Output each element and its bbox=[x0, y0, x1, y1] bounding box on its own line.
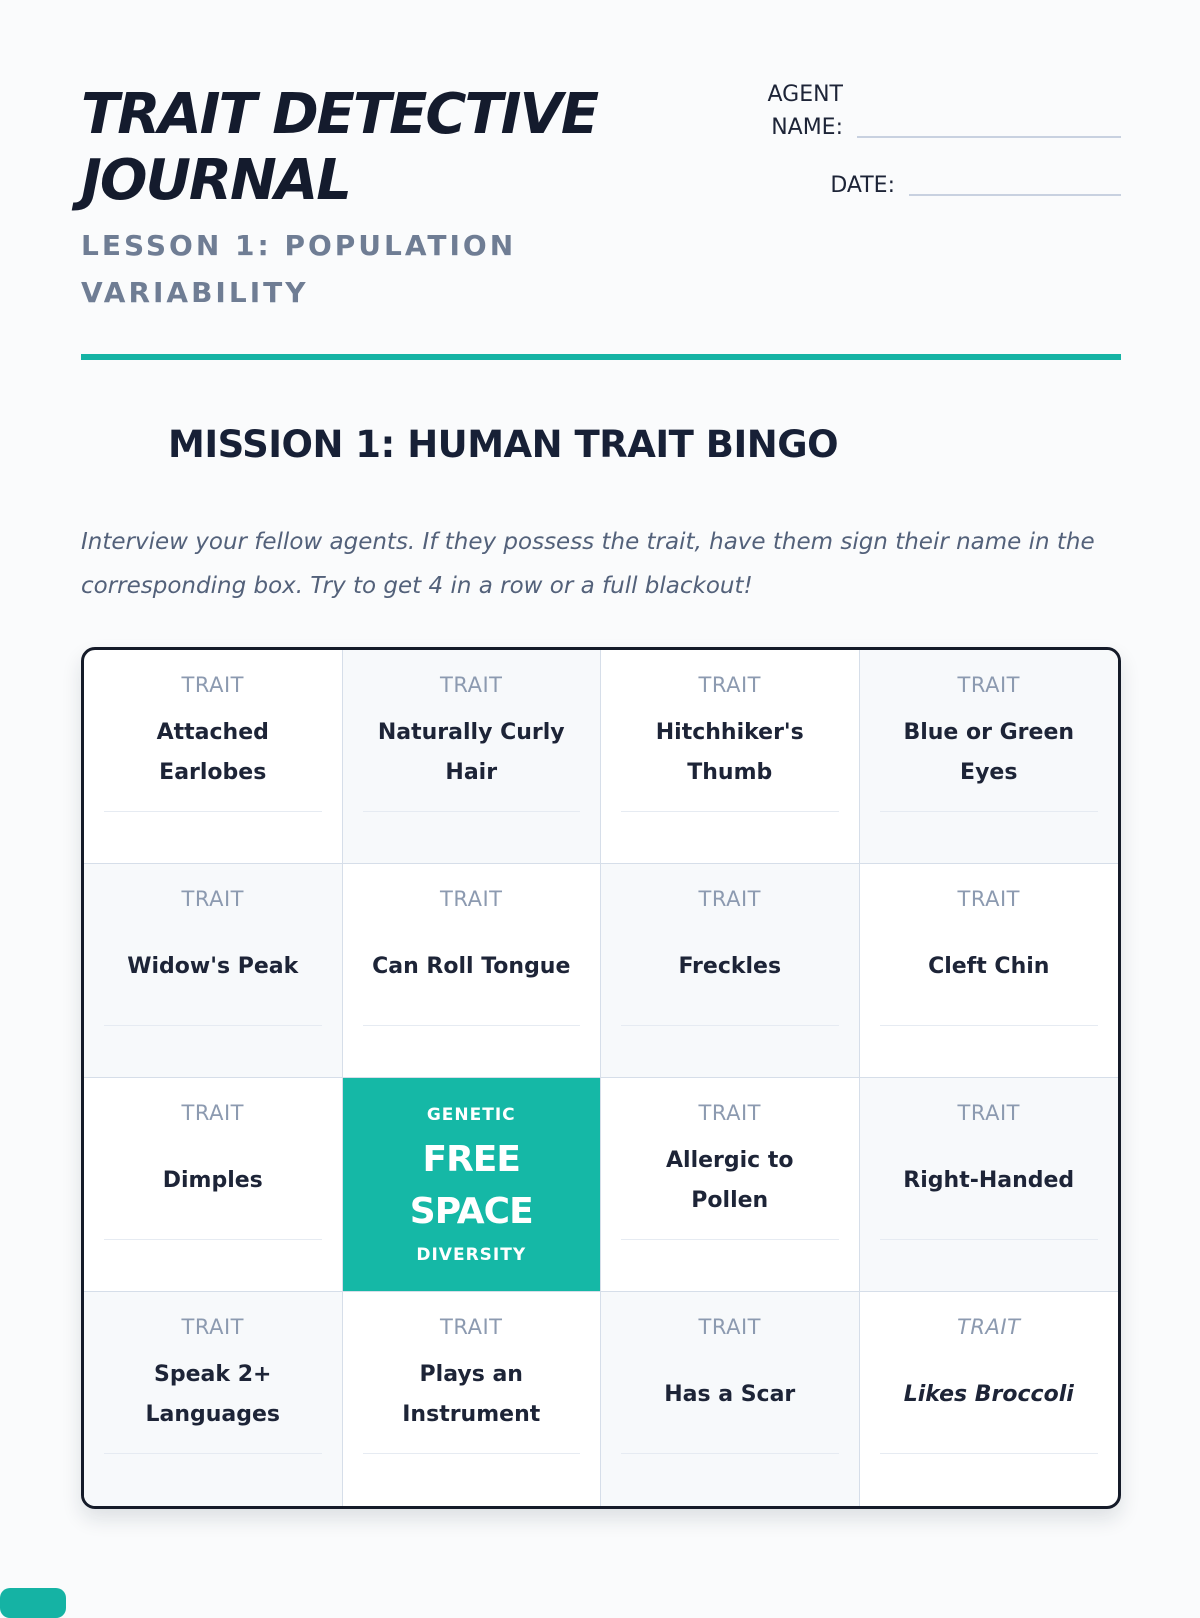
free-space-bottom-label: DIVERSITY bbox=[416, 1244, 527, 1265]
trait-header bbox=[104, 1312, 322, 1454]
bingo-cell[interactable] bbox=[84, 864, 343, 1078]
bingo-cell[interactable] bbox=[860, 864, 1119, 1078]
date-row bbox=[753, 146, 1121, 202]
agent-name-label: AGENT NAME: bbox=[767, 82, 843, 140]
trait-header bbox=[104, 670, 322, 812]
trait-tag: TRAIT bbox=[181, 1315, 244, 1339]
trait-tag: TRAIT bbox=[181, 1101, 244, 1125]
trait-tag: TRAIT bbox=[181, 887, 244, 911]
trait-tag: TRAIT bbox=[440, 887, 503, 911]
trait-header bbox=[363, 670, 581, 812]
trait-tag: TRAIT bbox=[440, 1315, 503, 1339]
free-space-label: FREE SPACE bbox=[409, 1138, 533, 1232]
trait-header bbox=[880, 670, 1099, 812]
trait-tag: TRAIT bbox=[957, 887, 1020, 911]
trait-header bbox=[880, 884, 1099, 1026]
date-label: DATE: bbox=[830, 173, 895, 198]
trait-header bbox=[363, 1312, 581, 1454]
trait-tag: TRAIT bbox=[181, 673, 244, 697]
trait-header bbox=[621, 670, 839, 812]
free-space-top-label: GENETIC bbox=[426, 1104, 516, 1125]
header-divider bbox=[81, 354, 1121, 360]
trait-name: Freckles bbox=[678, 953, 782, 979]
section-badge bbox=[0, 1588, 66, 1618]
bingo-cell[interactable] bbox=[601, 1078, 860, 1292]
trait-name: Widow's Peak bbox=[127, 953, 299, 979]
trait-name: Right-Handed bbox=[903, 1167, 1075, 1193]
agent-name-row bbox=[753, 78, 1121, 144]
trait-name: Plays an Instrument bbox=[402, 1361, 541, 1427]
bingo-cell[interactable] bbox=[860, 1292, 1119, 1506]
date-field[interactable] bbox=[909, 194, 1121, 196]
bingo-board bbox=[81, 647, 1121, 1509]
trait-header bbox=[880, 1312, 1099, 1454]
trait-name: Naturally Curly Hair bbox=[377, 719, 565, 785]
mission-instructions: Interview your fellow agents. If they possess the trait, have them sign their name in the corresponding box. Try to get 4 in a row or a full blackout! bbox=[81, 529, 1095, 599]
bingo-cell[interactable] bbox=[84, 1292, 343, 1506]
bingo-cell[interactable] bbox=[84, 650, 343, 864]
lesson-subtitle: LESSON 1: POPULATION VARIABILITY bbox=[81, 229, 517, 309]
bingo-cell[interactable] bbox=[601, 1292, 860, 1506]
journal-page bbox=[81, 0, 1121, 1427]
free-space-cell bbox=[343, 1078, 602, 1292]
trait-tag: TRAIT bbox=[698, 887, 761, 911]
trait-name: Has a Scar bbox=[664, 1381, 796, 1407]
trait-tag: TRAIT bbox=[957, 673, 1020, 697]
trait-tag: TRAIT bbox=[698, 673, 761, 697]
bingo-cell[interactable] bbox=[84, 1078, 343, 1292]
trait-tag: TRAIT bbox=[957, 1315, 1021, 1339]
trait-name: Speak 2+ Languages bbox=[145, 1361, 281, 1427]
bingo-cell[interactable] bbox=[860, 650, 1119, 864]
trait-header bbox=[880, 1098, 1099, 1240]
bingo-cell[interactable] bbox=[343, 1292, 602, 1506]
agent-name-field[interactable] bbox=[857, 136, 1121, 138]
mission-title: MISSION 1: HUMAN TRAIT BINGO bbox=[168, 423, 839, 466]
trait-header bbox=[621, 1098, 839, 1240]
journal-header bbox=[81, 0, 1121, 362]
trait-name: Cleft Chin bbox=[928, 953, 1050, 979]
bingo-cell[interactable] bbox=[601, 650, 860, 864]
trait-name: Likes Broccoli bbox=[903, 1381, 1074, 1407]
bingo-cell[interactable] bbox=[343, 650, 602, 864]
trait-name: Blue or Green Eyes bbox=[903, 719, 1075, 785]
bingo-cell[interactable] bbox=[860, 1078, 1119, 1292]
trait-name: Attached Earlobes bbox=[156, 719, 269, 785]
trait-name: Dimples bbox=[162, 1167, 263, 1193]
trait-tag: TRAIT bbox=[440, 673, 503, 697]
page-title: TRAIT DETECTIVE JOURNAL bbox=[81, 82, 598, 213]
trait-name: Allergic to Pollen bbox=[666, 1147, 794, 1213]
trait-tag: TRAIT bbox=[698, 1101, 761, 1125]
bingo-cell[interactable] bbox=[343, 864, 602, 1078]
trait-header bbox=[104, 884, 322, 1026]
trait-header bbox=[621, 1312, 839, 1454]
trait-tag: TRAIT bbox=[957, 1101, 1020, 1125]
trait-header bbox=[104, 1098, 322, 1240]
trait-name: Can Roll Tongue bbox=[372, 953, 571, 979]
trait-header bbox=[363, 884, 581, 1026]
bingo-cell[interactable] bbox=[601, 864, 860, 1078]
agent-info bbox=[753, 78, 1121, 202]
trait-name: Hitchhiker's Thumb bbox=[655, 719, 804, 785]
trait-header bbox=[621, 884, 839, 1026]
trait-tag: TRAIT bbox=[698, 1315, 761, 1339]
